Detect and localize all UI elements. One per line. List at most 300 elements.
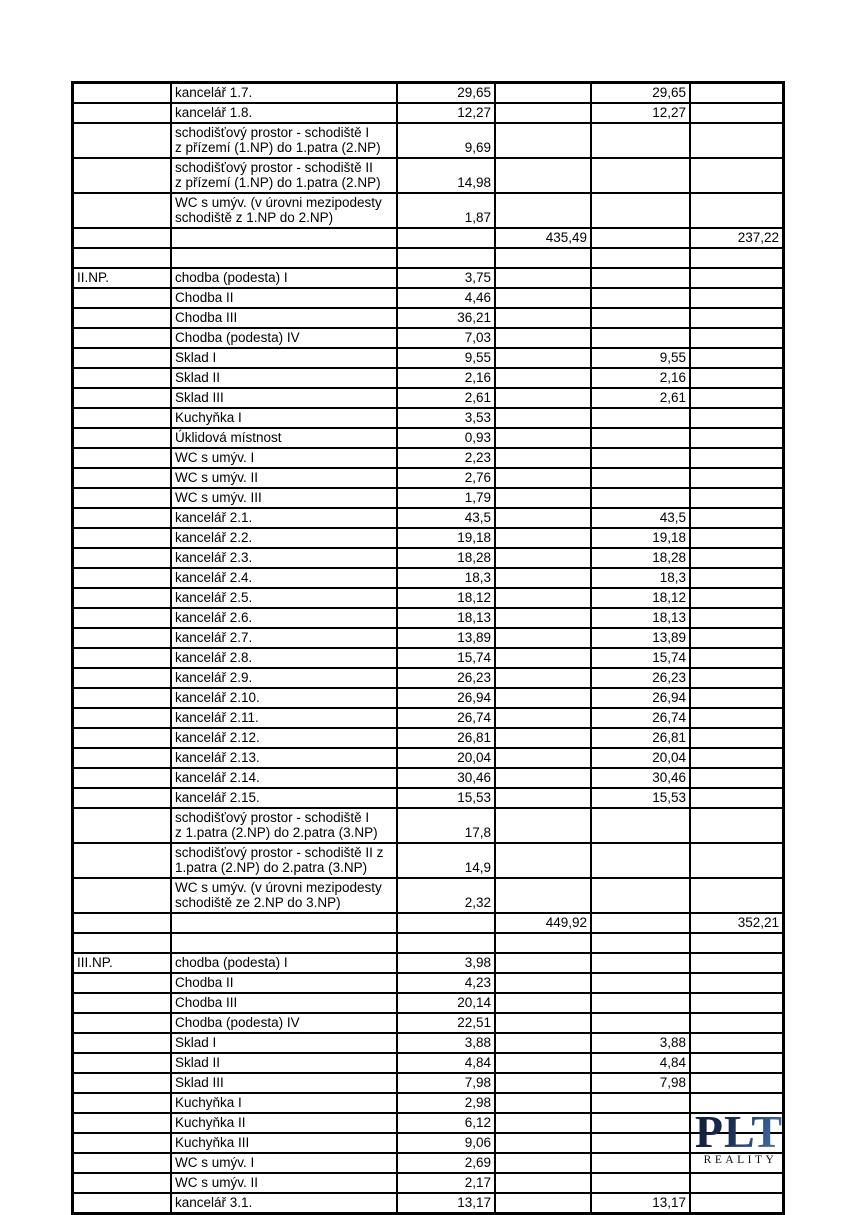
floor-subtotal2-cell bbox=[690, 103, 784, 123]
area-cell: 18,28 bbox=[397, 548, 495, 568]
table-row bbox=[73, 568, 784, 588]
area-cell: 1,87 bbox=[397, 193, 495, 228]
area-cell: 9,55 bbox=[397, 348, 495, 368]
floor-cell bbox=[73, 628, 172, 648]
floor-subtotal2-cell bbox=[690, 468, 784, 488]
floor-subtotal-cell bbox=[495, 608, 591, 628]
room-cell bbox=[171, 248, 397, 268]
area2-cell: 2,61 bbox=[591, 388, 690, 408]
floor-cell bbox=[73, 193, 172, 228]
floor-subtotal2-cell bbox=[690, 328, 784, 348]
floor-subtotal2-cell bbox=[690, 788, 784, 808]
area2-cell: 19,18 bbox=[591, 528, 690, 548]
floor-subtotal-cell bbox=[495, 1033, 591, 1053]
floor-subtotal2-cell bbox=[690, 588, 784, 608]
floor-cell bbox=[73, 228, 172, 248]
area2-cell bbox=[591, 228, 690, 248]
floor-cell bbox=[73, 308, 172, 328]
table-row bbox=[73, 1073, 784, 1093]
area2-cell: 18,28 bbox=[591, 548, 690, 568]
floor-subtotal-cell bbox=[495, 468, 591, 488]
area2-cell: 26,81 bbox=[591, 728, 690, 748]
room-cell: kancelář 2.3. bbox=[171, 548, 397, 568]
room-cell: Sklad II bbox=[171, 368, 397, 388]
floor-subtotal2-cell bbox=[690, 528, 784, 548]
area-cell: 1,79 bbox=[397, 488, 495, 508]
table-row bbox=[73, 488, 784, 508]
room-cell: kancelář 1.8. bbox=[171, 103, 397, 123]
area2-cell: 7,98 bbox=[591, 1073, 690, 1093]
table-row bbox=[73, 123, 784, 158]
area2-cell: 18,12 bbox=[591, 588, 690, 608]
floor-cell bbox=[73, 768, 172, 788]
room-cell: chodba (podesta) I bbox=[171, 953, 397, 973]
area2-cell bbox=[591, 428, 690, 448]
floor-cell bbox=[73, 933, 172, 953]
table-row bbox=[73, 748, 784, 768]
floor-subtotal2-cell bbox=[690, 158, 784, 193]
area-cell: 2,61 bbox=[397, 388, 495, 408]
area-cell: 0,93 bbox=[397, 428, 495, 448]
area-cell: 4,84 bbox=[397, 1053, 495, 1073]
area-cell: 15,53 bbox=[397, 788, 495, 808]
table-row bbox=[73, 668, 784, 688]
room-cell: kancelář 2.12. bbox=[171, 728, 397, 748]
floor-subtotal-cell bbox=[495, 788, 591, 808]
table-row bbox=[73, 688, 784, 708]
area2-cell: 12,27 bbox=[591, 103, 690, 123]
table-row bbox=[73, 708, 784, 728]
floor-cell bbox=[73, 348, 172, 368]
table-row bbox=[73, 1053, 784, 1073]
floor-subtotal2-cell bbox=[690, 1013, 784, 1033]
area-cell: 2,17 bbox=[397, 1173, 495, 1193]
area-cell: 7,98 bbox=[397, 1073, 495, 1093]
floor-cell bbox=[73, 1073, 172, 1093]
floor-subtotal2-cell bbox=[690, 428, 784, 448]
table-row bbox=[73, 83, 784, 104]
floor-subtotal-cell bbox=[495, 488, 591, 508]
area2-cell bbox=[591, 808, 690, 843]
floor-subtotal2-cell bbox=[690, 548, 784, 568]
floor-cell bbox=[73, 1153, 172, 1173]
area2-cell: 15,74 bbox=[591, 648, 690, 668]
floor-cell bbox=[73, 158, 172, 193]
floor-cell bbox=[73, 548, 172, 568]
floor-cell bbox=[73, 1173, 172, 1193]
table-row bbox=[73, 1173, 784, 1193]
floor-subtotal-cell bbox=[495, 1193, 591, 1214]
floor-subtotal2-cell bbox=[690, 953, 784, 973]
area-cell: 20,14 bbox=[397, 993, 495, 1013]
floor-subtotal-cell bbox=[495, 808, 591, 843]
area2-cell: 26,74 bbox=[591, 708, 690, 728]
floor-subtotal2-cell bbox=[690, 768, 784, 788]
room-cell bbox=[171, 913, 397, 933]
floor-subtotal2-cell bbox=[690, 728, 784, 748]
plt-logo bbox=[684, 1106, 794, 1166]
floor-subtotal-cell bbox=[495, 123, 591, 158]
floor-subtotal-cell bbox=[495, 158, 591, 193]
table-row bbox=[73, 428, 784, 448]
area2-cell: 9,55 bbox=[591, 348, 690, 368]
room-cell: kancelář 2.13. bbox=[171, 748, 397, 768]
floor-cell: III.NP. bbox=[73, 953, 172, 973]
room-cell: Sklad I bbox=[171, 348, 397, 368]
table-row bbox=[73, 588, 784, 608]
table-row bbox=[73, 368, 784, 388]
room-cell: Úklidová místnost bbox=[171, 428, 397, 448]
area-cell: 2,32 bbox=[397, 878, 495, 913]
floor-subtotal-cell bbox=[495, 1133, 591, 1153]
floor-cell bbox=[73, 368, 172, 388]
floor-cell bbox=[73, 288, 172, 308]
table-row bbox=[73, 1093, 784, 1113]
table-row bbox=[73, 468, 784, 488]
floor-subtotal-cell bbox=[495, 688, 591, 708]
floor-subtotal-cell bbox=[495, 1113, 591, 1133]
area-cell: 12,27 bbox=[397, 103, 495, 123]
area2-cell bbox=[591, 1153, 690, 1173]
floor-subtotal-cell bbox=[495, 288, 591, 308]
room-cell: Kuchyňka I bbox=[171, 408, 397, 428]
floor-cell bbox=[73, 913, 172, 933]
table-row bbox=[73, 993, 784, 1013]
room-cell: Chodba III bbox=[171, 308, 397, 328]
room-cell: WC s umýv. I bbox=[171, 448, 397, 468]
room-cell: kancelář 2.6. bbox=[171, 608, 397, 628]
floor-subtotal2-cell bbox=[690, 368, 784, 388]
area2-cell bbox=[591, 1173, 690, 1193]
floor-cell bbox=[73, 993, 172, 1013]
floor-subtotal2-cell bbox=[690, 993, 784, 1013]
floor-cell bbox=[73, 408, 172, 428]
table-row bbox=[73, 1013, 784, 1033]
area-cell: 15,74 bbox=[397, 648, 495, 668]
area-cell: 13,17 bbox=[397, 1193, 495, 1214]
area2-cell bbox=[591, 193, 690, 228]
floor-subtotal2-cell bbox=[690, 933, 784, 953]
area2-cell bbox=[591, 288, 690, 308]
floor-subtotal-cell bbox=[495, 268, 591, 288]
floor-cell bbox=[73, 103, 172, 123]
floor-cell bbox=[73, 808, 172, 843]
floor-cell bbox=[73, 568, 172, 588]
room-cell: kancelář 2.7. bbox=[171, 628, 397, 648]
area2-cell bbox=[591, 993, 690, 1013]
floor-cell bbox=[73, 788, 172, 808]
area2-cell bbox=[591, 843, 690, 878]
room-cell: WC s umýv. II bbox=[171, 1173, 397, 1193]
room-cell: kancelář 2.15. bbox=[171, 788, 397, 808]
area2-cell bbox=[591, 953, 690, 973]
floor-subtotal2-cell bbox=[690, 843, 784, 878]
area2-cell bbox=[591, 913, 690, 933]
table-row bbox=[73, 788, 784, 808]
floor-cell bbox=[73, 448, 172, 468]
room-cell: Sklad I bbox=[171, 1033, 397, 1053]
area2-cell bbox=[591, 878, 690, 913]
floor-subtotal2-cell bbox=[690, 508, 784, 528]
floor-subtotal-cell bbox=[495, 648, 591, 668]
table-row bbox=[73, 953, 784, 973]
area2-cell bbox=[591, 328, 690, 348]
area-cell: 9,06 bbox=[397, 1133, 495, 1153]
room-cell: WC s umýv. (v úrovni mezipodesty schodiště z 1.NP do 2.NP) bbox=[171, 193, 397, 228]
floor-cell bbox=[73, 1013, 172, 1033]
floor-subtotal-cell bbox=[495, 768, 591, 788]
table-row bbox=[73, 728, 784, 748]
area-cell: 2,98 bbox=[397, 1093, 495, 1113]
area-cell: 3,75 bbox=[397, 268, 495, 288]
room-cell: Sklad III bbox=[171, 1073, 397, 1093]
area-table-body bbox=[73, 83, 784, 1214]
area-cell: 7,03 bbox=[397, 328, 495, 348]
room-cell: schodišťový prostor - schodiště II z 1.patra (2.NP) do 2.patra (3.NP) bbox=[171, 843, 397, 878]
table-row bbox=[73, 288, 784, 308]
floor-cell bbox=[73, 508, 172, 528]
floor-subtotal2-cell bbox=[690, 408, 784, 428]
floor-subtotal2-cell bbox=[690, 308, 784, 328]
floor-cell bbox=[73, 668, 172, 688]
area-cell: 19,18 bbox=[397, 528, 495, 548]
floor-subtotal2-cell bbox=[690, 878, 784, 913]
room-cell: Chodba III bbox=[171, 993, 397, 1013]
table-row bbox=[73, 448, 784, 468]
floor-subtotal2-cell bbox=[690, 648, 784, 668]
table-row bbox=[73, 768, 784, 788]
floor-subtotal2-cell bbox=[690, 668, 784, 688]
area2-cell: 26,23 bbox=[591, 668, 690, 688]
area-cell: 4,46 bbox=[397, 288, 495, 308]
room-cell: kancelář 2.11. bbox=[171, 708, 397, 728]
room-cell: WC s umýv. (v úrovni mezipodesty schodiště ze 2.NP do 3.NP) bbox=[171, 878, 397, 913]
area-cell: 6,12 bbox=[397, 1113, 495, 1133]
area2-cell bbox=[591, 308, 690, 328]
room-cell: kancelář 2.4. bbox=[171, 568, 397, 588]
floor-cell bbox=[73, 468, 172, 488]
table-row bbox=[73, 648, 784, 668]
area-cell: 4,23 bbox=[397, 973, 495, 993]
area-cell: 29,65 bbox=[397, 83, 495, 104]
floor-subtotal-cell bbox=[495, 728, 591, 748]
floor-cell bbox=[73, 1093, 172, 1113]
area-cell bbox=[397, 913, 495, 933]
area-cell: 2,16 bbox=[397, 368, 495, 388]
floor-subtotal-cell bbox=[495, 668, 591, 688]
floor-subtotal-cell bbox=[495, 1093, 591, 1113]
logo-subtitle: REALITY bbox=[703, 1154, 778, 1166]
floor-cell bbox=[73, 1133, 172, 1153]
table-row bbox=[73, 808, 784, 843]
table-row bbox=[73, 878, 784, 913]
floor-subtotal2-cell bbox=[690, 448, 784, 468]
floor-subtotal-cell: 449,92 bbox=[495, 913, 591, 933]
floor-subtotal-cell bbox=[495, 508, 591, 528]
floor-subtotal-cell bbox=[495, 1013, 591, 1033]
floor-subtotal2-cell bbox=[690, 748, 784, 768]
table-row bbox=[73, 388, 784, 408]
area2-cell bbox=[591, 448, 690, 468]
floor-cell bbox=[73, 748, 172, 768]
floor-subtotal2-cell: 237,22 bbox=[690, 228, 784, 248]
area2-cell: 13,17 bbox=[591, 1193, 690, 1214]
floor-subtotal-cell bbox=[495, 953, 591, 973]
floor-subtotal2-cell bbox=[690, 123, 784, 158]
floor-subtotal-cell bbox=[495, 933, 591, 953]
area-cell: 30,46 bbox=[397, 768, 495, 788]
room-cell: Chodba II bbox=[171, 288, 397, 308]
floor-subtotal-cell bbox=[495, 308, 591, 328]
floor-subtotal-cell bbox=[495, 748, 591, 768]
area2-cell bbox=[591, 158, 690, 193]
table-row bbox=[73, 1113, 784, 1133]
floor-subtotal-cell bbox=[495, 628, 591, 648]
spacer-row bbox=[73, 248, 784, 268]
area2-cell: 2,16 bbox=[591, 368, 690, 388]
room-cell: kancelář 2.9. bbox=[171, 668, 397, 688]
floor-cell bbox=[73, 878, 172, 913]
area2-cell: 3,88 bbox=[591, 1033, 690, 1053]
table-row bbox=[73, 1033, 784, 1053]
table-row bbox=[73, 1133, 784, 1153]
area-cell: 14,9 bbox=[397, 843, 495, 878]
table-row bbox=[73, 193, 784, 228]
area2-cell bbox=[591, 408, 690, 428]
area-cell: 43,5 bbox=[397, 508, 495, 528]
room-cell: chodba (podesta) I bbox=[171, 268, 397, 288]
area-cell: 26,81 bbox=[397, 728, 495, 748]
floor-cell bbox=[73, 1053, 172, 1073]
area-cell: 26,94 bbox=[397, 688, 495, 708]
table-row bbox=[73, 408, 784, 428]
subtotal-row bbox=[73, 228, 784, 248]
area-cell bbox=[397, 248, 495, 268]
room-cell: kancelář 2.10. bbox=[171, 688, 397, 708]
area-cell: 22,51 bbox=[397, 1013, 495, 1033]
floor-subtotal-cell bbox=[495, 193, 591, 228]
table-row bbox=[73, 843, 784, 878]
floor-subtotal-cell bbox=[495, 83, 591, 104]
room-cell: Sklad II bbox=[171, 1053, 397, 1073]
room-cell: kancelář 2.1. bbox=[171, 508, 397, 528]
table-row bbox=[73, 528, 784, 548]
floor-subtotal-cell bbox=[495, 448, 591, 468]
area-cell: 3,53 bbox=[397, 408, 495, 428]
floor-cell bbox=[73, 388, 172, 408]
room-cell: kancelář 3.1. bbox=[171, 1193, 397, 1214]
area-cell: 14,98 bbox=[397, 158, 495, 193]
floor-subtotal-cell bbox=[495, 1173, 591, 1193]
floor-subtotal-cell bbox=[495, 408, 591, 428]
floor-subtotal2-cell bbox=[690, 83, 784, 104]
area2-cell bbox=[591, 248, 690, 268]
floor-subtotal-cell bbox=[495, 973, 591, 993]
floor-subtotal2-cell bbox=[690, 1053, 784, 1073]
area-cell: 2,76 bbox=[397, 468, 495, 488]
floor-subtotal2-cell bbox=[690, 808, 784, 843]
area2-cell bbox=[591, 1093, 690, 1113]
floor-subtotal2-cell bbox=[690, 1173, 784, 1193]
room-cell: kancelář 1.7. bbox=[171, 83, 397, 104]
floor-subtotal2-cell: 352,21 bbox=[690, 913, 784, 933]
room-cell: Kuchyňka I bbox=[171, 1093, 397, 1113]
room-cell: schodišťový prostor - schodiště I z 1.patra (2.NP) do 2.patra (3.NP) bbox=[171, 808, 397, 843]
floor-subtotal-cell bbox=[495, 248, 591, 268]
floor-cell bbox=[73, 1193, 172, 1214]
area2-cell bbox=[591, 933, 690, 953]
area-cell: 13,89 bbox=[397, 628, 495, 648]
table-row bbox=[73, 158, 784, 193]
room-cell: kancelář 2.14. bbox=[171, 768, 397, 788]
table-row bbox=[73, 508, 784, 528]
room-cell bbox=[171, 228, 397, 248]
floor-cell bbox=[73, 528, 172, 548]
area2-cell: 4,84 bbox=[591, 1053, 690, 1073]
table-row bbox=[73, 973, 784, 993]
room-cell: schodišťový prostor - schodiště II z přízemí (1.NP) do 1.patra (2.NP) bbox=[171, 158, 397, 193]
floor-cell bbox=[73, 648, 172, 668]
floor-subtotal2-cell bbox=[690, 688, 784, 708]
area-cell: 17,8 bbox=[397, 808, 495, 843]
floor-subtotal2-cell bbox=[690, 608, 784, 628]
room-cell: Chodba (podesta) IV bbox=[171, 1013, 397, 1033]
area2-cell bbox=[591, 973, 690, 993]
area-table bbox=[71, 81, 785, 1215]
floor-subtotal-cell bbox=[495, 1053, 591, 1073]
area2-cell: 20,04 bbox=[591, 748, 690, 768]
room-cell: WC s umýv. I bbox=[171, 1153, 397, 1173]
area-cell: 18,13 bbox=[397, 608, 495, 628]
table-row bbox=[73, 348, 784, 368]
area-cell: 2,23 bbox=[397, 448, 495, 468]
area2-cell: 18,3 bbox=[591, 568, 690, 588]
table-row bbox=[73, 608, 784, 628]
floor-subtotal-cell bbox=[495, 1073, 591, 1093]
area2-cell: 29,65 bbox=[591, 83, 690, 104]
area-cell: 9,69 bbox=[397, 123, 495, 158]
floor-subtotal2-cell bbox=[690, 488, 784, 508]
floor-subtotal-cell bbox=[495, 388, 591, 408]
room-cell: schodišťový prostor - schodiště I z přízemí (1.NP) do 1.patra (2.NP) bbox=[171, 123, 397, 158]
area-cell: 20,04 bbox=[397, 748, 495, 768]
floor-subtotal2-cell bbox=[690, 288, 784, 308]
floor-cell bbox=[73, 428, 172, 448]
floor-cell bbox=[73, 488, 172, 508]
area2-cell: 26,94 bbox=[591, 688, 690, 708]
floor-cell: II.NP. bbox=[73, 268, 172, 288]
table-row bbox=[73, 308, 784, 328]
floor-subtotal-cell bbox=[495, 528, 591, 548]
room-cell: WC s umýv. II bbox=[171, 468, 397, 488]
area2-cell bbox=[591, 1013, 690, 1033]
floor-subtotal-cell bbox=[495, 588, 591, 608]
floor-cell bbox=[73, 123, 172, 158]
floor-cell bbox=[73, 248, 172, 268]
area-cell: 18,12 bbox=[397, 588, 495, 608]
floor-subtotal-cell bbox=[495, 103, 591, 123]
area2-cell: 15,53 bbox=[591, 788, 690, 808]
area-cell: 3,88 bbox=[397, 1033, 495, 1053]
area2-cell: 30,46 bbox=[591, 768, 690, 788]
floor-subtotal-cell bbox=[495, 348, 591, 368]
floor-subtotal2-cell bbox=[690, 568, 784, 588]
table-row bbox=[73, 628, 784, 648]
table-row bbox=[73, 1193, 784, 1214]
area2-cell bbox=[591, 123, 690, 158]
area2-cell bbox=[591, 1113, 690, 1133]
floor-subtotal-cell bbox=[495, 548, 591, 568]
